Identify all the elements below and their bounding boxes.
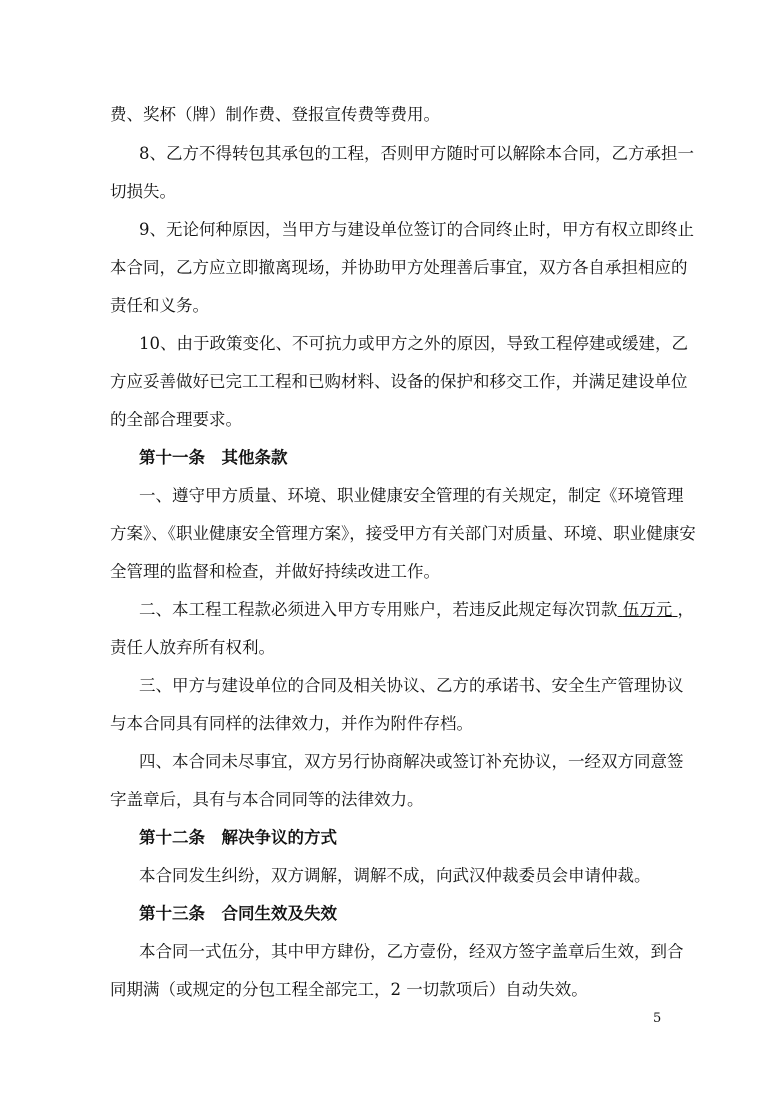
- text-line: 本合同发生纠纷，双方调解，调解不成，向武汉仲裁委员会申请仲裁。: [139, 866, 651, 885]
- text-line: 责任和义务。: [110, 296, 209, 315]
- text-line: 8、乙方不得转包其承包的工程，否则甲方随时可以解除本合同，乙方承担一: [139, 144, 694, 163]
- text-line: 本合同一式伍分，其中甲方肆份，乙方壹份，经双方签字盖章后生效，到合: [139, 942, 684, 961]
- text-line: 三、甲方与建设单位的合同及相关协议、乙方的承诺书、安全生产管理协议: [139, 676, 684, 695]
- page-number: 5: [653, 1011, 662, 1026]
- text-line: 四、本合同未尽事宜，双方另行协商解决或签订补充协议，一经双方同意签: [139, 752, 684, 771]
- text-segment: ，: [677, 600, 694, 619]
- penalty-amount: [618, 600, 678, 619]
- text-line: 字盖章后，具有与本合同同等的法律效力。: [110, 790, 424, 809]
- text-line: 同期满（或规定的分包工程全部完工，2 一切款项后）自动失效。: [110, 980, 588, 999]
- penalty-amount-text: 伍万元: [622, 600, 673, 619]
- text-line: 全管理的监督和检查，并做好持续改进工作。: [110, 562, 440, 581]
- text-line: 9、无论何种原因，当甲方与建设单位签订的合同终止时，甲方有权立即终止: [139, 220, 694, 239]
- text-line: 切损失。: [110, 182, 176, 201]
- text-line: 本合同，乙方应立即撤离现场，并协助甲方处理善后事宜，双方各自承担相应的: [110, 258, 688, 277]
- text-line: 与本合同具有同样的法律效力，并作为附件存档。: [110, 714, 473, 733]
- text-line: 10、由于政策变化、不可抗力或甲方之外的原因，导致工程停建或缓建，乙: [139, 334, 688, 353]
- text-line: 一、遵守甲方质量、环境、职业健康安全管理的有关规定，制定《环境管理: [139, 486, 684, 505]
- text-line: [139, 598, 694, 622]
- text-line: 方应妥善做好已完工工程和已购材料、设备的保护和移交工作，并满足建设单位: [110, 372, 688, 391]
- text-segment: 二、本工程工程款必须进入甲方专用账户，若违反此规定每次罚款: [139, 600, 618, 619]
- text-line: 方案》、《职业健康安全管理方案》，接受甲方有关部门对质量、环境、职业健康安: [110, 524, 696, 543]
- text-line: 责任人放弃所有权利。: [110, 638, 275, 657]
- text-line: 费、奖杯（牌）制作费、登报宣传费等费用。: [110, 105, 440, 124]
- text-line: 的全部合理要求。: [110, 410, 242, 429]
- section-heading: 第十三条 合同生效及失效: [139, 904, 337, 923]
- section-heading: 第十二条 解决争议的方式: [139, 828, 337, 847]
- section-heading: 第十一条 其他条款: [139, 448, 288, 467]
